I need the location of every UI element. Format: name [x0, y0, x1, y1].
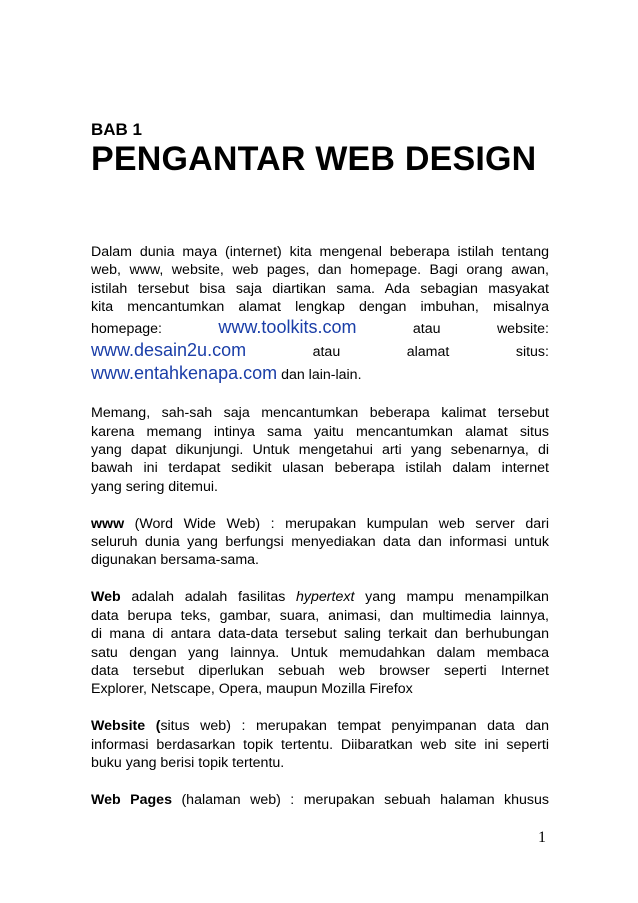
page-title: PENGANTAR WEB DESIGN: [91, 140, 537, 178]
paragraph-web: [91, 588, 549, 698]
text-line: karena memang intinya sama yaitu mencantumkan alamat situs: [91, 423, 549, 440]
text-line: seluruh dunia yang berfungsi menyediakan data dan informasi untuk: [91, 534, 549, 551]
text-line: [91, 317, 549, 340]
page-number: 1: [538, 829, 546, 846]
text-line: kita mencantumkan alamat lengkap dengan imbuhan, misalnya: [91, 299, 549, 316]
tail-text: dan lain-lain.: [281, 366, 362, 383]
text-line: [91, 791, 549, 809]
text-line: digunakan bersama-sama.: [91, 552, 259, 569]
text-line: bawah ini terdapat sedikit ulasan beberapa istilah dalam internet: [91, 460, 549, 477]
text-segment: (Word Wide Web) : merupakan kumpulan web server dari: [134, 515, 549, 532]
text-line: [91, 588, 549, 606]
text-line: satu dengan yang lainnya. Untuk memudahkan dalam membaca: [91, 644, 549, 661]
text-line: Dalam dunia maya (internet) kita mengenal beberapa istilah tentang: [91, 244, 549, 260]
text-line: data berupa teks, gambar, suara, animasi, dan multimedia lainnya,: [91, 607, 549, 624]
text-line: [91, 340, 549, 363]
document-body: [91, 243, 549, 809]
term-website-text: Website: [91, 718, 146, 735]
paragraph-www: [91, 515, 549, 570]
term-web: Web: [91, 589, 121, 606]
text-segment: situs web) : merupakan tempat penyimpanan data dan: [160, 718, 549, 735]
text-segment: (halaman web) : merupakan sebuah halaman khusus: [181, 792, 550, 809]
paragraph-webpages: [91, 791, 549, 809]
paragraph-website: [91, 717, 549, 772]
website-label: website:: [496, 320, 549, 337]
text-line: yang sering ditemui.: [91, 478, 218, 495]
text-line: buku yang berisi topik tertentu.: [91, 755, 285, 772]
term-paren: (: [155, 718, 161, 735]
text-line: data tersebut diperlukan sebuah web browser seperti Internet: [91, 663, 549, 679]
text-line: di mana di antara data-data tersebut saling terkait dan berhubungan: [91, 626, 549, 643]
paragraph-memang: [91, 404, 549, 496]
term-www: www: [91, 515, 125, 532]
paragraph-intro: [91, 243, 549, 386]
text-line: web, www, website, web pages, dan homepage. Bagi orang awan,: [91, 262, 549, 279]
link-desain2u[interactable]: www.desain2u.com: [91, 339, 247, 360]
or-text: atau: [412, 320, 441, 337]
text-line: [91, 515, 549, 533]
text-line: informasi berdasarkan topik tertentu. Diibaratkan web site ini seperti: [91, 736, 549, 753]
address-text: alamat: [406, 343, 450, 360]
text-segment: yang mampu menampilkan: [365, 589, 549, 606]
text-line: Explorer, Netscape, Opera, maupun Mozilla Firefox: [91, 681, 413, 698]
link-toolkits[interactable]: www.toolkits.com: [218, 316, 357, 337]
term-website: [91, 718, 160, 734]
term-hypertext: hypertext: [296, 589, 355, 606]
text-line: [91, 363, 549, 386]
term-web-pages: Web Pages: [91, 792, 172, 809]
text-line: istilah tersebut bisa saja diartikan sama. Ada sebagian masyakat: [91, 280, 549, 297]
chapter-label: BAB 1: [91, 120, 143, 139]
text-segment: adalah adalah fasilitas: [131, 589, 286, 606]
or-text: atau: [312, 343, 341, 360]
text-line: Memang, sah-sah saja mencantumkan beberapa kalimat tersebut: [91, 405, 549, 422]
link-entahkenapa[interactable]: www.entahkenapa.com: [91, 362, 278, 383]
text-line: yang dapat dikunjungi. Untuk mengetahui arti yang sebenarnya, di: [91, 441, 549, 458]
text-line: [91, 717, 549, 735]
site-label: situs:: [515, 343, 549, 360]
homepage-label: homepage:: [91, 320, 162, 337]
